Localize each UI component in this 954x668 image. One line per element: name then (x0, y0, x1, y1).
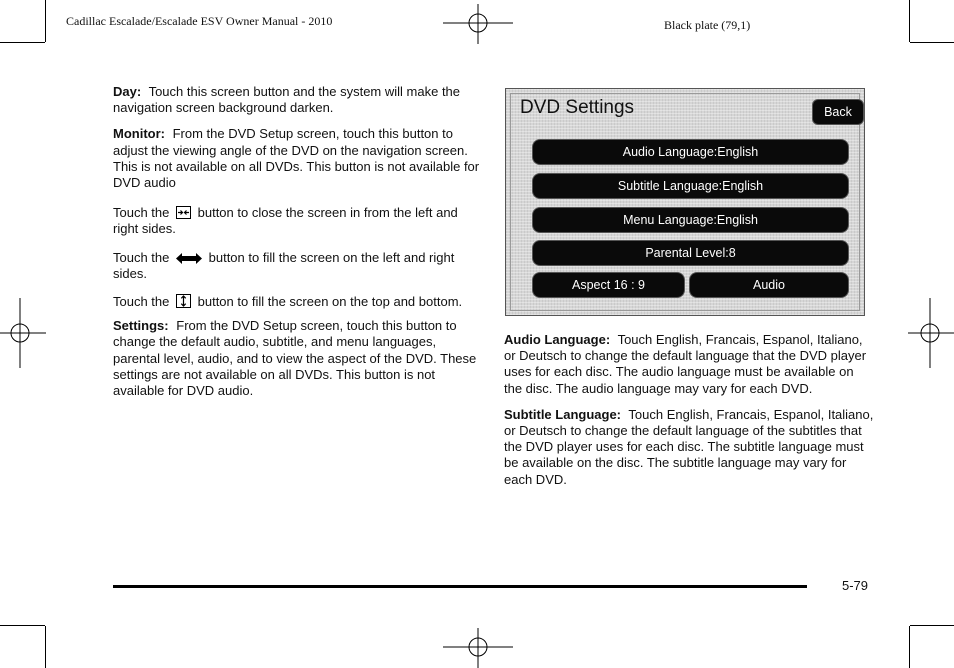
subtitle-language-description: Touch English, Francais, Espanol, Italiano, or Deutsch to change the default language of the subtitles that the DVD player uses for each disc. The subtitle language must be available on the disc. The subtitle language may vary for each DVD. (504, 406, 874, 487)
settings-description: From the DVD Setup screen, touch this button to change the default audio, subtitle, and menu languages, parental level, audio, and to view the aspect of the DVD. These settings are not available on all DVDs. This button is not available for DVD audio. (113, 318, 477, 399)
day-paragraph (113, 84, 481, 116)
monitor-paragraph (113, 126, 481, 191)
fill-top-bottom-description: button to fill the screen on the top and bottom. (197, 294, 463, 310)
plate-label-header: Black plate (79,1) (664, 18, 751, 32)
aspect-button[interactable]: Aspect 16 : 9 (533, 273, 684, 297)
audio-language-term: Audio Language: (504, 332, 611, 347)
menu-language-button[interactable]: Menu Language:English (533, 208, 848, 232)
monitor-term: Monitor: (113, 126, 165, 142)
fill-top-bottom-paragraph (113, 294, 481, 310)
fill-left-right-description: button to fill the screen on the left and right sides. (113, 249, 455, 281)
settings-term: Settings: (113, 318, 169, 334)
page-number: 5-79 (842, 578, 869, 593)
subtitle-language-term: Subtitle Language: (504, 406, 621, 422)
footer-rule (113, 585, 807, 588)
fill-left-right-lead: Touch the (113, 249, 170, 265)
expand-vertical-icon (176, 294, 191, 308)
fill-top-bottom-lead: Touch the (113, 294, 170, 310)
settings-paragraph (113, 318, 481, 399)
monitor-description: From the DVD Setup screen, touch this button to adjust the viewing angle of the DVD on the navigation screen. This is not available on all DVDs. This button is not available for DVD audio (113, 126, 480, 191)
close-screen-lead: Touch the (113, 205, 170, 221)
close-screen-description: button to close the screen in from the left and right sides. (113, 205, 458, 237)
manual-title-header: Cadillac Escalade/Escalade ESV Owner Manual - 2010 (66, 14, 333, 28)
audio-language-description: Touch English, Francais, Espanol, Italiano, or Deutsch to change the default language that the DVD player uses for each disc. The audio language must be available on the disc. The audio language may vary for each DVD. (504, 332, 867, 396)
registration-mark-left (0, 298, 46, 368)
right-text-column (504, 332, 874, 498)
double-arrow-horizontal-icon (176, 253, 202, 264)
fill-left-right-paragraph (113, 250, 481, 282)
back-button[interactable]: Back (813, 100, 863, 124)
registration-mark-top (443, 4, 513, 44)
screen-frame (510, 93, 860, 311)
subtitle-language-button[interactable]: Subtitle Language:English (533, 174, 848, 198)
left-text-column (113, 84, 481, 409)
subtitle-language-paragraph (504, 407, 874, 488)
day-term: Day: (113, 84, 142, 99)
parental-level-button[interactable]: Parental Level:8 (533, 241, 848, 265)
audio-language-button[interactable]: Audio Language:English (533, 140, 848, 164)
screen-title: DVD Settings (520, 97, 635, 118)
close-screen-paragraph (113, 205, 481, 237)
audio-button[interactable]: Audio (690, 273, 848, 297)
registration-mark-bottom (443, 628, 513, 668)
dvd-settings-screen (505, 88, 865, 316)
registration-mark-right (908, 298, 954, 368)
day-description: Touch this screen button and the system will make the navigation screen background darken. (113, 84, 461, 116)
audio-language-paragraph (504, 332, 874, 397)
squeeze-horizontal-icon (176, 206, 191, 219)
